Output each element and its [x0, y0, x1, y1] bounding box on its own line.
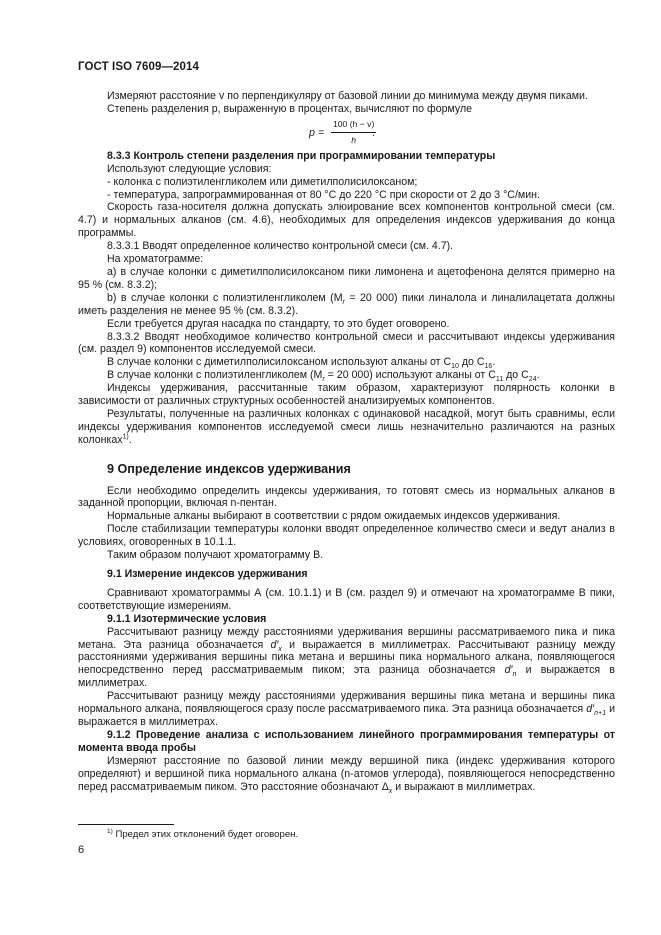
footnote: [107, 829, 298, 840]
section-heading-8-3-3: 8.3.3 Контроль степени разделения при программировании температуры: [107, 149, 496, 162]
paragraph: Если требуется другая насадка по стандарту, то это будет оговорено.: [107, 317, 450, 330]
text-fragment: .: [536, 369, 540, 382]
symbol-d-n: d′: [504, 664, 513, 677]
section-heading-9: 9 Определение индексов удерживания: [107, 461, 351, 476]
list-item: [78, 292, 615, 318]
paragraph: На хроматограмме:: [107, 253, 204, 266]
paragraph: [78, 369, 615, 382]
text-fragment: и выражается в миллиметрах.: [78, 703, 615, 728]
text-fragment: и выражают в миллиметрах.: [392, 780, 536, 793]
paragraph: Степень разделения p, выраженную в процентах, вычисляют по формуле: [107, 102, 473, 115]
symbol-d-x: d′: [270, 638, 279, 651]
text-fragment: Измеряют расстояние по базовой линии между вершиной пика (индекс удерживания которого определяют) и вершиной пика нормального алкана (n-атомов углерода), появляющегося непосредственно перед рассматриваемым пиком. Это расстояние обозначают Δ: [78, 754, 615, 793]
paragraph: Сравнивают хроматограммы А (см. 10.1.1) и В (см. раздел 9) и отмечают на хроматограмме В пики, соответствующие измерениям.: [78, 586, 615, 612]
footnote-separator: [78, 824, 174, 825]
paragraph: Если необходимо определить индексы удерживания, то готовят смесь из нормальных алканов в заданной пропорции, включая n-пентан.: [78, 484, 615, 510]
text-fragment: и выражается в миллиметрах.: [78, 664, 615, 690]
subscript: x: [388, 787, 393, 795]
paragraph: Используют следующие условия:: [107, 162, 272, 175]
text-fragment: b) в случае колонки с полиэтиленгликолем (M: [107, 291, 343, 304]
subscript: n+1: [594, 710, 606, 718]
formula-lhs: p =: [309, 126, 325, 139]
text-fragment: и выражается в миллиметрах. Рассчитывают разницу между расстояниями удерживания вершины пика метана и вершины пика нормального алкана, появляющегося непосредственно перед рассматриваемым пиком; эта разница обозначается: [78, 638, 615, 677]
paragraph: Таким образом получают хроматограмму В.: [107, 549, 324, 562]
text-fragment: В случае колонки с полиэтиленгликолем (M: [107, 369, 323, 382]
paragraph: [78, 755, 615, 794]
paragraph: 8.3.3.1 Вводят определенное количество контрольной смеси (см. 4.7).: [107, 240, 454, 253]
formula-period: .: [372, 126, 375, 139]
paragraph: После стабилизации температуры колонки вводят определенное количество смеси и ведут анализ в условиях, оговоренных в 10.1.1.: [78, 523, 615, 549]
subscript: r: [342, 298, 345, 306]
formula-fraction: [331, 118, 376, 147]
paragraph: Скорость газа-носителя должна допускать элюирование всех компонентов контрольной смеси (см. 4.7) и нормальных алканов (см. 4.6), необходимых для определения индексов удерживания до конца программы.: [78, 201, 615, 240]
footnote-mark: 1): [107, 827, 113, 835]
text-fragment: до C: [503, 369, 529, 382]
paragraph: [78, 626, 615, 691]
text-fragment: .: [492, 356, 496, 369]
paragraph: [78, 408, 615, 447]
text-fragment: Рассчитывают разницу между расстояниями удерживания вершины пика метана и вершины пика нормального алкана, появляющегося сразу после рассматриваемого пика. Эта разница обозначается: [78, 690, 615, 716]
text-fragment: В случае колонки с диметилполисилоксаном используют алканы от C: [107, 356, 452, 369]
paragraph: Нормальные алканы выбирают в соответствии с рядом ожидаемых индексов удерживания.: [107, 510, 561, 523]
footnote-text: Предел этих отклонений будет оговорен.: [115, 829, 299, 840]
document-body: [78, 90, 615, 793]
paragraph: Индексы удерживания, рассчитанные таким образом, характеризуют полярность колонки в зависимости от различных структурных особенностей анализируемых компонентов.: [78, 382, 615, 408]
subscript: n: [512, 671, 517, 679]
paragraph: 8.3.3.2 Вводят необходимое количество контрольной смеси и рассчитывают индексы удерживания (см. раздел 9) компонентов исследуемой смеси.: [78, 330, 615, 356]
section-heading-9-1: 9.1 Измерение индексов удерживания: [107, 568, 308, 580]
paragraph: [78, 356, 615, 369]
text-fragment: .: [128, 433, 132, 446]
subscript: 10: [451, 363, 459, 371]
subscript: 16: [484, 363, 493, 371]
list-item: - колонка с полиэтиленгликолем или диметилполисилоксаном;: [107, 175, 418, 188]
symbol-d-n1: d′: [586, 703, 595, 716]
list-item: a) в случае колонки с диметилполисилоксаном пики лимонена и ацетофенона делятся примерно на 95 % (см. 8.3.2);: [78, 265, 615, 291]
page-header: ГОСТ ISO 7609—2014: [78, 61, 200, 73]
subscript: 24: [528, 376, 537, 384]
section-heading-9-1-1: 9.1.1 Изотермические условия: [107, 612, 267, 625]
footnote-ref: 1): [122, 433, 129, 441]
section-heading-9-1-2: 9.1.2 Проведение анализа с использованием линейного программирования температуры от момента ввода пробы: [78, 728, 615, 754]
subscript: 11: [495, 376, 504, 384]
text-fragment: до C: [458, 356, 485, 369]
text-fragment: = 20 000) пики линалола и линалилацетата должны иметь разделения не менее 95 % (см. 8.3.2).: [78, 291, 615, 317]
paragraph: Измеряют расстояние v по перпендикуляру от базовой линии до минимума между двумя пиками.: [107, 90, 588, 102]
subscript: r: [322, 376, 325, 384]
page-number: 6: [78, 844, 85, 856]
text-fragment: Результаты, полученные на различных колонках с одинаковой насадкой, могут быть сравнимы, если индексы удерживания компонентов исследуемой смеси лишь незначительно различаются на разных колонках: [78, 407, 615, 446]
paragraph: [78, 690, 615, 729]
text-fragment: Рассчитывают разницу между расстояниями удерживания вершины рассматриваемого пика и пика метана. Эта разница обозначается: [78, 625, 615, 651]
formula-denominator: h: [351, 134, 357, 145]
subscript: x: [278, 645, 282, 653]
formula: [78, 116, 615, 150]
text-fragment: = 20 000) используют алканы от C: [324, 369, 496, 382]
list-item: - температура, запрограммированная от 80 °C до 220 °C при скорости от 2 до 3 °C/мин.: [107, 188, 540, 201]
formula-numerator: 100 (h − v): [331, 118, 376, 133]
